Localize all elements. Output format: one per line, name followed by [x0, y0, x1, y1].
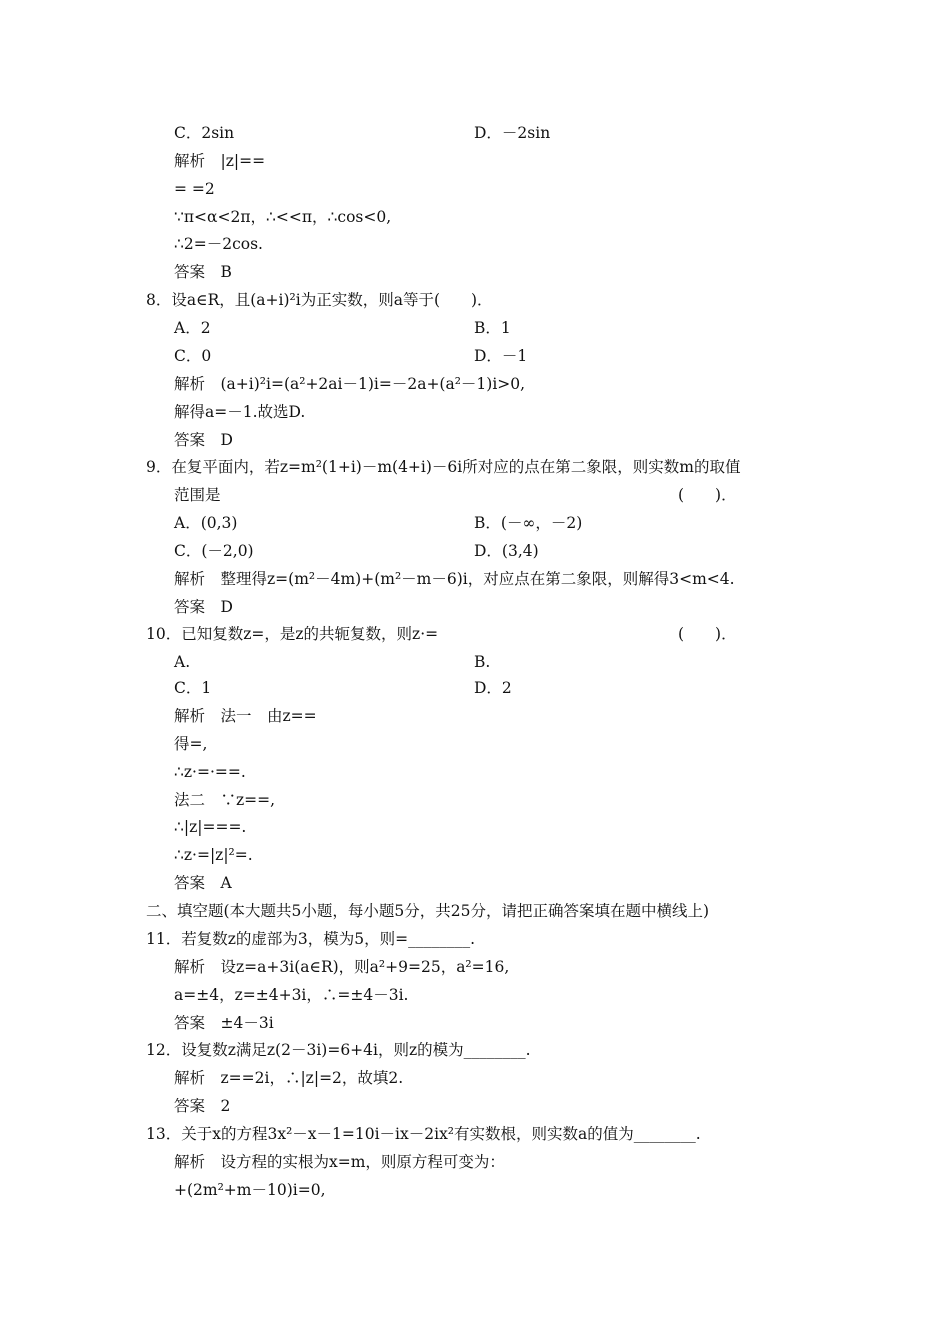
text-line: C．(－2,0) [174, 542, 254, 560]
text-line: 答案 2 [174, 1097, 231, 1115]
text-line: 解析 整理得z=(m²－4m)+(m²－m－6)i，对应点在第二象限，则解得3<m<4. [174, 570, 735, 588]
text-line: D．(3,4) [474, 542, 539, 560]
text-line: 11．若复数z的虚部为3，模为5，则=________. [146, 930, 476, 948]
text-line: 10．已知复数z=，是z的共轭复数，则z·= [146, 625, 439, 643]
text-line: = =2 [174, 180, 215, 198]
text-line: A．2 [174, 319, 211, 337]
text-line: C．2sin [174, 124, 235, 142]
text-line: B. [474, 653, 491, 671]
text-line: ∴|z|===. [174, 818, 247, 836]
text-line: +(2m²+m－10)i=0, [174, 1181, 326, 1199]
text-line: 二、填空题(本大题共5小题，每小题5分，共25分，请把正确答案填在题中横线上) [146, 902, 710, 920]
text-line: 解析 设方程的实根为x=m，则原方程可变为： [174, 1153, 505, 1171]
text-line: D．2 [474, 679, 512, 697]
text-line: A．(0,3) [174, 514, 238, 532]
text-line: 答案 A [174, 874, 232, 892]
text-line: 8．设a∈R，且(a+i)²i为正实数，则a等于( )． [146, 291, 493, 309]
text-line: 解得a=－1.故选D. [174, 403, 306, 421]
text-line: 解析 |z|== [174, 152, 266, 170]
text-line: 答案 B [174, 263, 232, 281]
text-line: ∵π<α<2π，∴<<π，∴cos<0, [174, 208, 392, 226]
text-line: ∴2=－2cos. [174, 235, 263, 253]
text-line: a=±4，z=±4+3i，∴=±4－3i. [174, 986, 409, 1004]
text-line: 12．设复数z满足z(2－3i)=6+4i，则z的模为________. [146, 1041, 531, 1059]
text-line: C．0 [174, 347, 212, 365]
text-line: D．－2sin [474, 124, 551, 142]
answer-paren: ( )． [678, 625, 737, 643]
answer-paren: ( )． [678, 486, 737, 504]
text-line: 解析 z==2i，∴|z|=2，故填2. [174, 1069, 404, 1087]
text-line: 9．在复平面内，若z=m²(1+i)－m(4+i)－6i所对应的点在第二象限，则实数m的取值 [146, 458, 741, 476]
text-line: 答案 ±4－3i [174, 1014, 274, 1032]
text-line: D．－1 [474, 347, 528, 365]
text-line: 法二 ∵z==, [174, 791, 276, 809]
text-line: 答案 D [174, 598, 233, 616]
text-line: B．(－∞，－2) [474, 514, 583, 532]
text-line: ∴z·=·==. [174, 763, 246, 781]
text-line: 13．关于x的方程3x²－x－1=10i－ix－2ix²有实数根，则实数a的值为________. [146, 1125, 701, 1143]
text-line: 解析 设z=a+3i(a∈R)，则a²+9=25，a²=16, [174, 958, 510, 976]
text-line: C．1 [174, 679, 212, 697]
text-line: B．1 [474, 319, 511, 337]
text-line: 得=, [174, 735, 208, 753]
text-line: 答案 D [174, 431, 233, 449]
text-line: 范围是 [174, 486, 221, 504]
text-line: 解析 法一 由z== [174, 707, 317, 725]
text-line: 解析 (a+i)²i=(a²+2ai－1)i=－2a+(a²－1)i>0, [174, 375, 526, 393]
text-line: A. [174, 653, 191, 671]
text-line: ∴z·=|z|²=. [174, 846, 253, 864]
